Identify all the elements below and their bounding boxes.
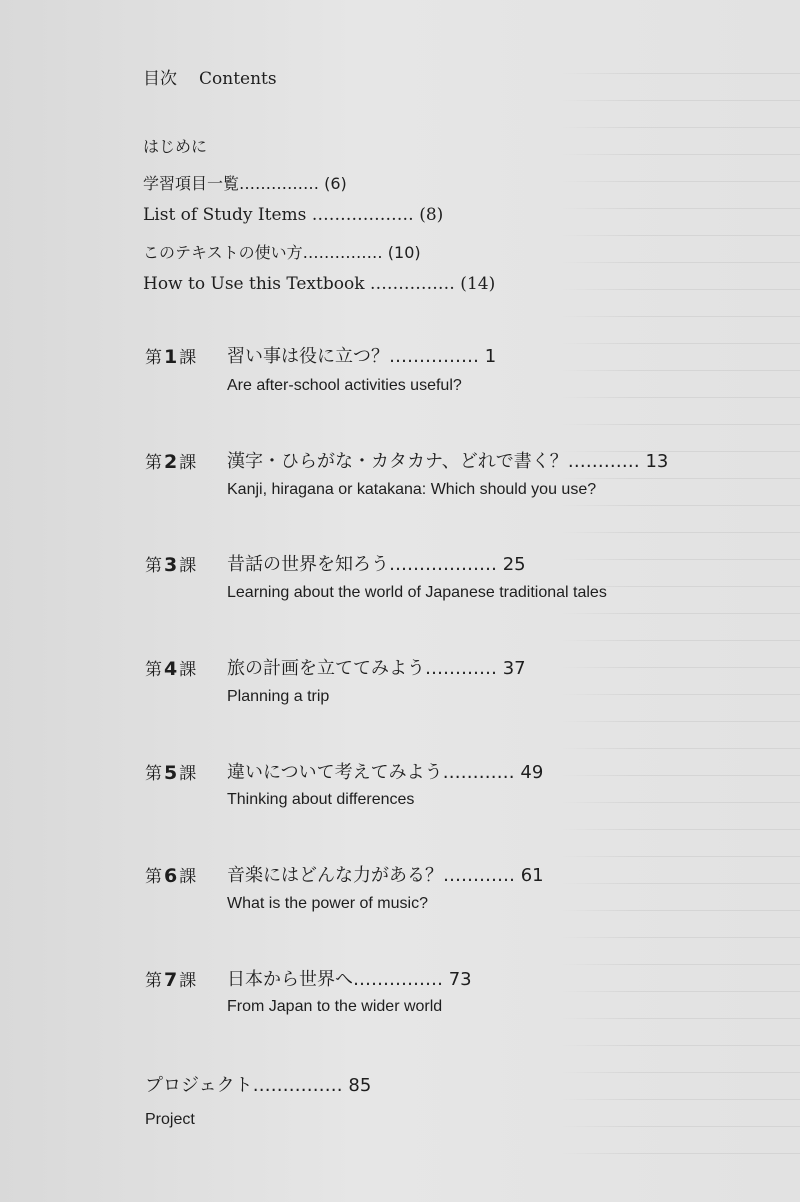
toc-heading-jp: 目次 bbox=[143, 69, 177, 89]
lesson-4-number: 第 4 課 bbox=[145, 658, 197, 680]
lesson-1-subtitle: Are after-school activities useful? bbox=[227, 377, 462, 394]
front-item-howto-en: How to Use this Textbook …………… (14) bbox=[143, 274, 496, 294]
lesson-3-subtitle: Learning about the world of Japanese traditional tales bbox=[227, 584, 607, 601]
lesson-2-title: 漢字・ひらがな・カタカナ、どれで書く？………… 13 bbox=[227, 451, 669, 472]
lesson-7-subtitle: From Japan to the wider world bbox=[227, 998, 443, 1015]
lesson-6-number: 第 6 課 bbox=[145, 865, 197, 887]
lesson-4-subtitle: Planning a trip bbox=[227, 688, 330, 705]
toc-heading-en: Contents bbox=[199, 69, 277, 89]
project-title: プロジェクト…………… 85 bbox=[145, 1075, 372, 1096]
front-item-howto-jp: このテキストの使い方…………… (10) bbox=[143, 243, 421, 262]
lesson-4-title: 旅の計画を立ててみよう………… 37 bbox=[227, 658, 526, 679]
lesson-1-title: 習い事は役に立つ？…………… 1 bbox=[227, 346, 497, 367]
front-item-study-list-en: List of Study Items ……………… (8) bbox=[143, 205, 444, 225]
lesson-6-title: 音楽にはどんな力がある？………… 61 bbox=[227, 865, 544, 886]
toc-heading bbox=[143, 64, 277, 89]
lesson-7-number: 第 7 課 bbox=[145, 969, 197, 991]
lesson-1-number: 第 1 課 bbox=[145, 346, 197, 368]
lesson-6-subtitle: What is the power of music? bbox=[227, 895, 428, 912]
lesson-5-number: 第 5 課 bbox=[145, 762, 197, 784]
show-through-texture bbox=[560, 60, 800, 1180]
lesson-7-title: 日本から世界へ…………… 73 bbox=[227, 969, 472, 990]
project-subtitle: Project bbox=[145, 1111, 195, 1128]
front-item-hajimeni: はじめに bbox=[143, 137, 208, 156]
front-item-study-list-jp: 学習項目一覧…………… (6) bbox=[143, 174, 347, 193]
lesson-2-number: 第 2 課 bbox=[145, 451, 197, 473]
lesson-5-subtitle: Thinking about differences bbox=[227, 791, 415, 808]
lesson-3-title: 昔話の世界を知ろう……………… 25 bbox=[227, 554, 526, 575]
lesson-5-title: 違いについて考えてみよう………… 49 bbox=[227, 762, 544, 783]
lesson-2-subtitle: Kanji, hiragana or katakana: Which should you use? bbox=[227, 481, 597, 498]
lesson-3-number: 第 3 課 bbox=[145, 554, 197, 576]
